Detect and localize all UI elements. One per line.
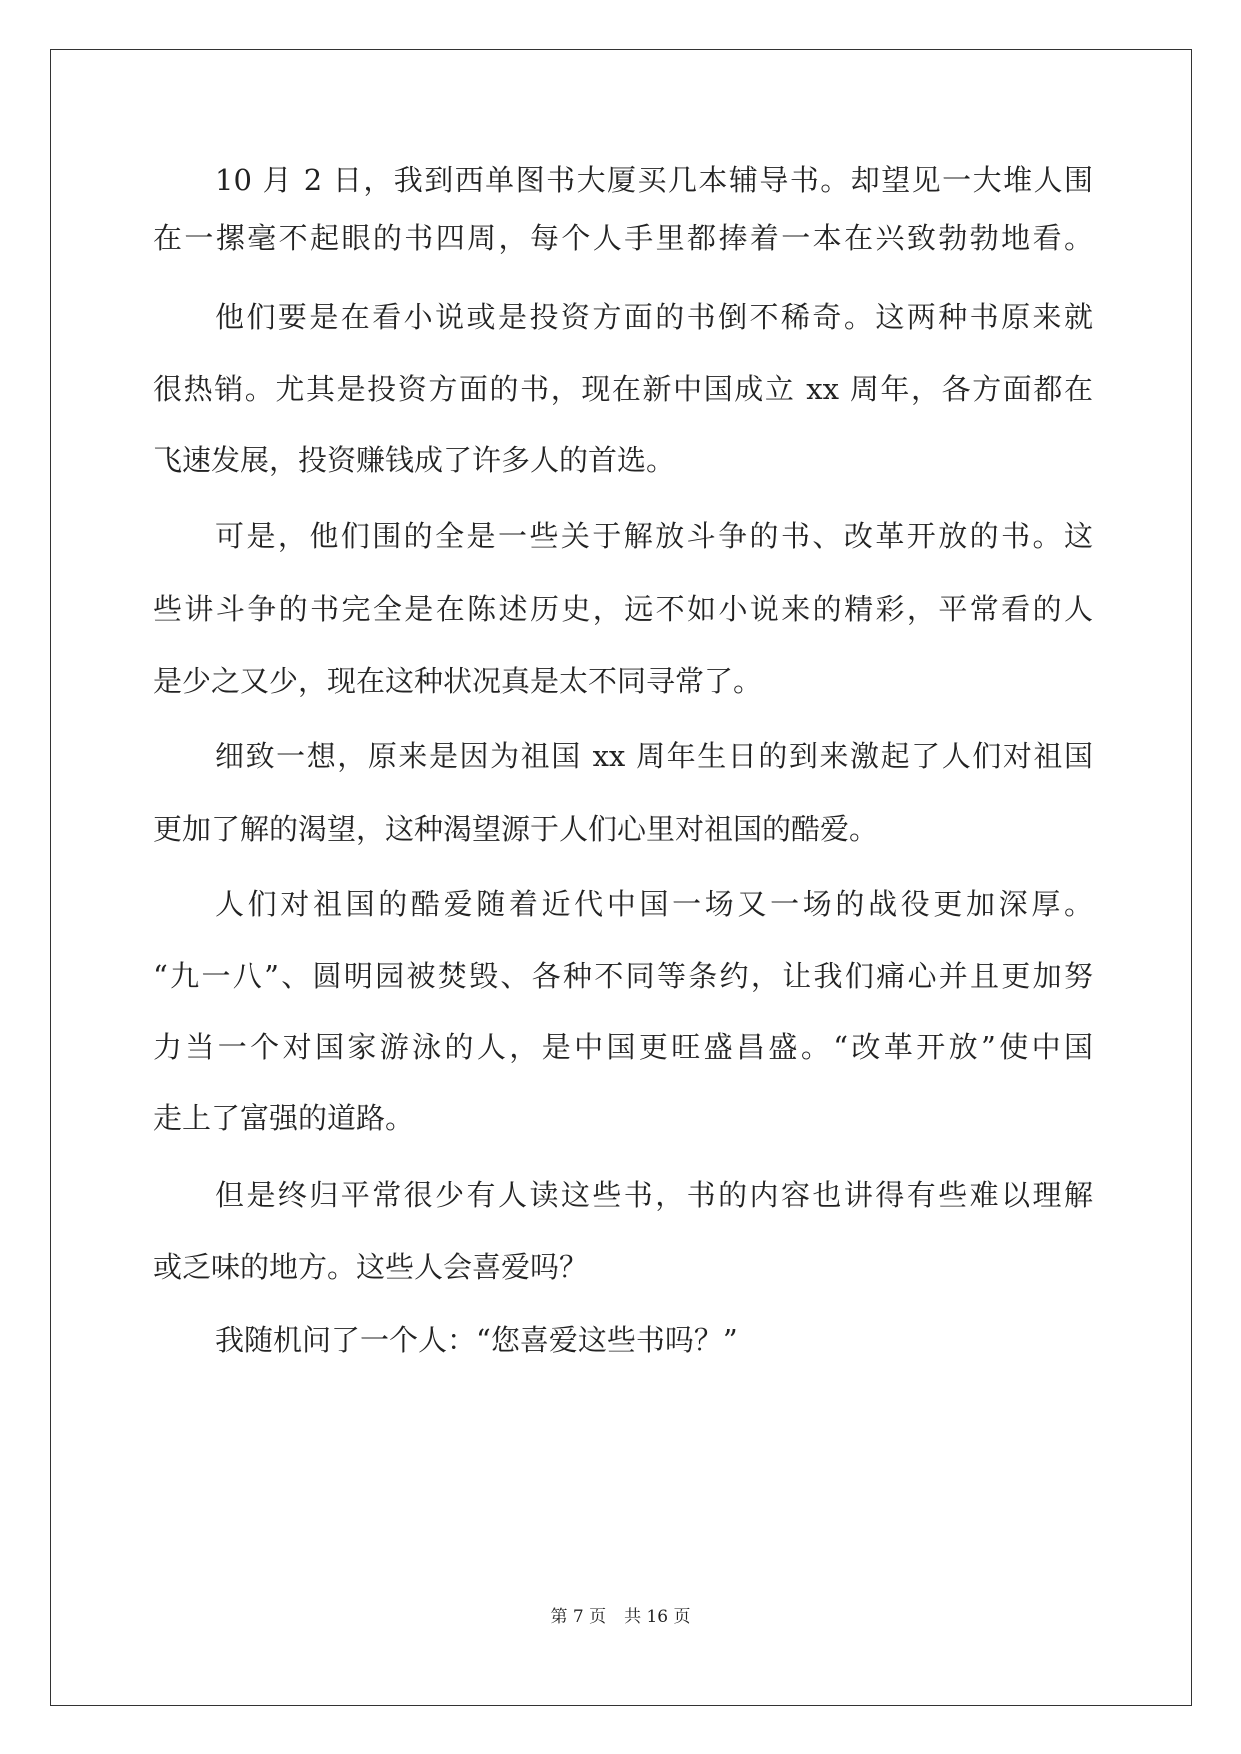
- paragraph-line: 细致一想，原来是因为祖国 xx 周年生日的到来激起了人们对祖国: [215, 739, 1093, 773]
- paragraph-line: 我随机问了一个人：“您喜爱这些书吗？”: [215, 1323, 738, 1357]
- paragraph-line: 很热销。尤其是投资方面的书，现在新中国成立 xx 周年，各方面都在: [153, 372, 1093, 406]
- paragraph-line: “九一八”、圆明园被焚毁、各种不同等条约，让我们痛心并且更加努: [153, 959, 1093, 993]
- paragraph-line: 力当一个对国家游泳的人，是中国更旺盛昌盛。“改革开放”使中国: [153, 1030, 1093, 1064]
- page-total: 共 16 页: [624, 1607, 691, 1627]
- paragraph-line: 他们要是在看小说或是投资方面的书倒不稀奇。这两种书原来就: [215, 300, 1093, 334]
- paragraph-line: 走上了富强的道路。: [153, 1101, 415, 1135]
- paragraph-line: 更加了解的渴望，这种渴望源于人们心里对祖国的酷爱。: [153, 812, 879, 846]
- page-footer: [0, 1605, 1241, 1629]
- paragraph-line: 人们对祖国的酷爱随着近代中国一场又一场的战役更加深厚。: [215, 887, 1093, 921]
- paragraph-line: 在一摞毫不起眼的书四周，每个人手里都捧着一本在兴致勃勃地看。: [153, 221, 1093, 255]
- page-number: 第 7 页: [550, 1607, 607, 1627]
- paragraph-line: 10 月 2 日，我到西单图书大厦买几本辅导书。却望见一大堆人围: [215, 163, 1093, 197]
- paragraph-line: 飞速发展，投资赚钱成了许多人的首选。: [153, 443, 676, 477]
- paragraph-line: 但是终归平常很少有人读这些书，书的内容也讲得有些难以理解: [215, 1178, 1093, 1212]
- paragraph-line: 是少之又少，现在这种状况真是太不同寻常了。: [153, 664, 763, 698]
- paragraph-line: 或乏味的地方。这些人会喜爱吗？: [153, 1250, 589, 1284]
- paragraph-line: 可是，他们围的全是一些关于解放斗争的书、改革开放的书。这: [215, 519, 1093, 553]
- paragraph-line: 些讲斗争的书完全是在陈述历史，远不如小说来的精彩，平常看的人: [153, 592, 1093, 626]
